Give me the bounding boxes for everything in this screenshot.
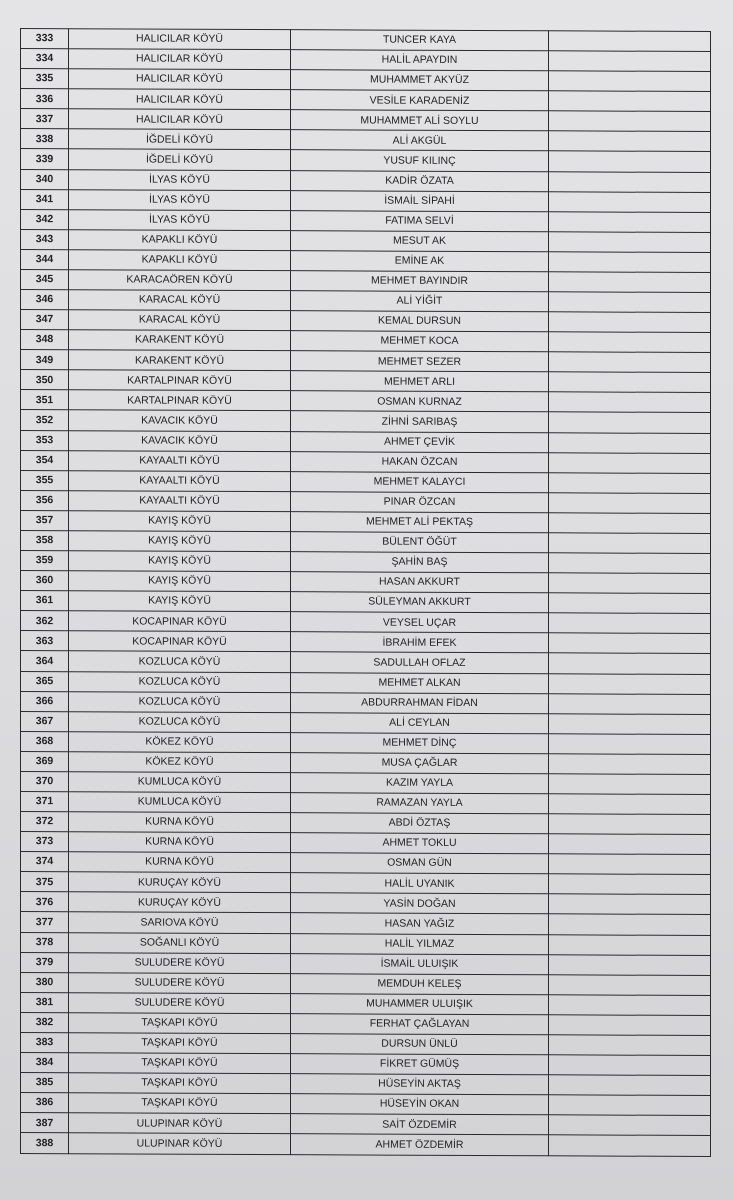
signature-cell xyxy=(549,693,711,714)
signature-cell xyxy=(549,71,711,92)
person-name-cell: HALİL UYANIK xyxy=(291,873,549,894)
signature-cell xyxy=(549,954,711,975)
signature-cell xyxy=(549,232,711,253)
signature-cell xyxy=(549,854,711,875)
signature-cell xyxy=(549,995,711,1016)
village-cell: KOCAPINAR KÖYÜ xyxy=(69,611,291,632)
row-number-cell: 361 xyxy=(21,591,69,611)
row-number-cell: 359 xyxy=(21,551,69,571)
person-name-cell: KEMAL DURSUN xyxy=(291,311,549,332)
village-cell: KAYAALTI KÖYÜ xyxy=(69,470,291,491)
person-name-cell: HASAN YAĞIZ xyxy=(291,913,549,934)
person-name-cell: ABDURRAHMAN FİDAN xyxy=(291,692,549,713)
row-number-cell: 345 xyxy=(21,269,69,289)
row-number-cell: 344 xyxy=(21,249,69,269)
row-number-cell: 362 xyxy=(21,611,69,631)
village-cell: HALICILAR KÖYÜ xyxy=(69,109,291,130)
person-name-cell: MEHMET ALKAN xyxy=(291,672,549,693)
signature-cell xyxy=(549,814,711,835)
person-name-cell: HASAN AKKURT xyxy=(291,572,549,593)
row-number-cell: 374 xyxy=(21,852,69,872)
signature-cell xyxy=(549,794,711,815)
row-number-cell: 379 xyxy=(21,952,69,972)
person-name-cell: DURSUN ÜNLÜ xyxy=(291,1034,549,1055)
person-name-cell: KAZIM YAYLA xyxy=(291,773,549,794)
signature-cell xyxy=(549,533,711,554)
person-name-cell: TUNCER KAYA xyxy=(291,30,549,51)
row-number-cell: 341 xyxy=(21,189,69,209)
person-name-cell: AHMET ÖZDEMİR xyxy=(291,1134,549,1156)
signature-cell xyxy=(549,653,711,674)
signature-cell xyxy=(549,553,711,574)
village-cell: KÖKEZ KÖYÜ xyxy=(69,752,291,773)
person-name-cell: MEHMET ARLI xyxy=(291,371,549,392)
person-name-cell: HÜSEYİN AKTAŞ xyxy=(291,1074,549,1095)
village-cell: KAPAKLI KÖYÜ xyxy=(69,229,291,250)
row-number-cell: 343 xyxy=(21,229,69,249)
person-name-cell: VESİLE KARADENİZ xyxy=(291,90,549,111)
person-name-cell: ZİHNİ SARIBAŞ xyxy=(291,411,549,432)
signature-cell xyxy=(549,91,711,112)
row-number-cell: 333 xyxy=(21,29,69,49)
person-name-cell: OSMAN KURNAZ xyxy=(291,391,549,412)
row-number-cell: 336 xyxy=(21,89,69,109)
signature-cell xyxy=(549,332,711,353)
row-number-cell: 351 xyxy=(21,390,69,410)
signature-cell xyxy=(549,754,711,775)
signature-cell xyxy=(549,734,711,755)
row-number-cell: 378 xyxy=(21,932,69,952)
village-cell: KARACAÖREN KÖYÜ xyxy=(69,270,291,291)
row-number-cell: 349 xyxy=(21,350,69,370)
row-number-cell: 335 xyxy=(21,69,69,89)
row-number-cell: 383 xyxy=(21,1032,69,1052)
signature-cell xyxy=(549,1035,711,1056)
row-number-cell: 355 xyxy=(21,470,69,490)
row-number-cell: 358 xyxy=(21,530,69,550)
village-cell: SULUDERE KÖYÜ xyxy=(69,972,291,993)
row-number-cell: 334 xyxy=(21,49,69,69)
person-name-cell: PINAR ÖZCAN xyxy=(291,491,549,512)
person-name-cell: KADİR ÖZATA xyxy=(291,170,549,191)
person-name-cell: SAİT ÖZDEMİR xyxy=(291,1114,549,1135)
signature-cell xyxy=(549,894,711,915)
village-cell: HALICILAR KÖYÜ xyxy=(69,29,291,50)
signature-cell xyxy=(549,834,711,855)
village-cell: KURNA KÖYÜ xyxy=(69,852,291,873)
village-cell: KAYIŞ KÖYÜ xyxy=(69,531,291,552)
village-cell: SARIOVA KÖYÜ xyxy=(69,912,291,933)
row-number-cell: 372 xyxy=(21,812,69,832)
village-cell: TAŞKAPI KÖYÜ xyxy=(69,1053,291,1074)
village-cell: KAYIŞ KÖYÜ xyxy=(69,511,291,532)
signature-cell xyxy=(549,934,711,955)
signature-cell xyxy=(549,111,711,132)
village-cell: TAŞKAPI KÖYÜ xyxy=(69,1073,291,1094)
village-cell: KARACAL KÖYÜ xyxy=(69,310,291,331)
signature-cell xyxy=(549,1095,711,1116)
signature-cell xyxy=(549,1055,711,1076)
signature-cell xyxy=(549,774,711,795)
village-cell: KAYIŞ KÖYÜ xyxy=(69,571,291,592)
person-name-cell: OSMAN GÜN xyxy=(291,853,549,874)
row-number-cell: 386 xyxy=(21,1093,69,1113)
signature-cell xyxy=(549,633,711,654)
person-name-cell: HALİL YILMAZ xyxy=(291,933,549,954)
signature-cell xyxy=(549,212,711,233)
person-name-cell: VEYSEL UÇAR xyxy=(291,612,549,633)
person-name-cell: YUSUF KILINÇ xyxy=(291,150,549,171)
row-number-cell: 352 xyxy=(21,410,69,430)
village-cell: ULUPINAR KÖYÜ xyxy=(69,1133,291,1155)
signature-cell xyxy=(549,1115,711,1136)
signature-cell xyxy=(549,1135,711,1156)
row-number-cell: 376 xyxy=(21,892,69,912)
signature-cell xyxy=(549,252,711,273)
signature-cell xyxy=(549,432,711,453)
village-cell: TAŞKAPI KÖYÜ xyxy=(69,1013,291,1034)
signature-cell xyxy=(549,131,711,152)
row-number-cell: 380 xyxy=(21,972,69,992)
village-cell: KURNA KÖYÜ xyxy=(69,832,291,853)
person-name-cell: MEHMET KOCA xyxy=(291,331,549,352)
person-name-cell: MEHMET BAYINDIR xyxy=(291,271,549,292)
person-name-cell: AHMET TOKLU xyxy=(291,833,549,854)
row-number-cell: 340 xyxy=(21,169,69,189)
signature-cell xyxy=(549,151,711,172)
row-number-cell: 338 xyxy=(21,129,69,149)
signature-cell xyxy=(549,914,711,935)
person-name-cell: MEHMET SEZER xyxy=(291,351,549,372)
person-name-cell: MESUT AK xyxy=(291,230,549,251)
person-name-cell: BÜLENT ÖĞÜT xyxy=(291,532,549,553)
row-number-cell: 350 xyxy=(21,370,69,390)
row-number-cell: 353 xyxy=(21,430,69,450)
signature-cell xyxy=(549,392,711,413)
row-number-cell: 337 xyxy=(21,109,69,129)
row-number-cell: 366 xyxy=(21,691,69,711)
village-cell: KARAKENT KÖYÜ xyxy=(69,350,291,371)
signature-cell xyxy=(549,372,711,393)
person-name-cell: MUHAMMER ULUIŞIK xyxy=(291,993,549,1014)
person-name-cell: İSMAİL SİPAHİ xyxy=(291,190,549,211)
signature-cell xyxy=(549,51,711,72)
row-number-cell: 348 xyxy=(21,330,69,350)
person-name-cell: MUHAMMET ALİ SOYLU xyxy=(291,110,549,131)
row-number-cell: 368 xyxy=(21,731,69,751)
person-name-cell: ALİ CEYLAN xyxy=(291,712,549,733)
person-name-cell: MEMDUH KELEŞ xyxy=(291,973,549,994)
row-number-cell: 382 xyxy=(21,1012,69,1032)
signature-cell xyxy=(549,1015,711,1036)
person-name-cell: SADULLAH OFLAZ xyxy=(291,652,549,673)
village-cell: HALICILAR KÖYÜ xyxy=(69,89,291,110)
village-cell: KAYAALTI KÖYÜ xyxy=(69,450,291,471)
person-name-cell: FERHAT ÇAĞLAYAN xyxy=(291,1014,549,1035)
person-name-cell: YASİN DOĞAN xyxy=(291,893,549,914)
signature-cell xyxy=(549,31,711,52)
village-cell: KOZLUCA KÖYÜ xyxy=(69,691,291,712)
list-table-wrapper xyxy=(20,28,710,1157)
village-cell: SULUDERE KÖYÜ xyxy=(69,952,291,973)
row-number-cell: 360 xyxy=(21,571,69,591)
person-name-cell: FATIMA SELVİ xyxy=(291,210,549,231)
person-name-cell: İBRAHİM EFEK xyxy=(291,632,549,653)
row-number-cell: 385 xyxy=(21,1073,69,1093)
person-name-cell: SÜLEYMAN AKKURT xyxy=(291,592,549,613)
row-number-cell: 388 xyxy=(21,1133,69,1154)
village-cell: KOZLUCA KÖYÜ xyxy=(69,651,291,672)
row-number-cell: 370 xyxy=(21,771,69,791)
village-cell: İLYAS KÖYÜ xyxy=(69,169,291,190)
row-number-cell: 339 xyxy=(21,149,69,169)
row-number-cell: 347 xyxy=(21,310,69,330)
row-number-cell: 375 xyxy=(21,872,69,892)
table-body xyxy=(21,29,711,1157)
person-name-cell: MUSA ÇAĞLAR xyxy=(291,752,549,773)
row-number-cell: 381 xyxy=(21,992,69,1012)
village-cell: KURUÇAY KÖYÜ xyxy=(69,892,291,913)
signature-cell xyxy=(549,171,711,192)
village-cell: KAYIŞ KÖYÜ xyxy=(69,591,291,612)
village-cell: İLYAS KÖYÜ xyxy=(69,209,291,230)
row-number-cell: 384 xyxy=(21,1052,69,1072)
person-name-cell: MEHMET ALİ PEKTAŞ xyxy=(291,512,549,533)
village-cell: KAVACIK KÖYÜ xyxy=(69,410,291,431)
village-cell: KUMLUCA KÖYÜ xyxy=(69,792,291,813)
village-cell: İĞDELİ KÖYÜ xyxy=(69,129,291,150)
village-cell: KOCAPINAR KÖYÜ xyxy=(69,631,291,652)
signature-cell xyxy=(549,1075,711,1096)
village-cell: İĞDELİ KÖYÜ xyxy=(69,149,291,170)
village-cell: ULUPINAR KÖYÜ xyxy=(69,1113,291,1134)
signature-cell xyxy=(549,191,711,212)
village-cell: KURNA KÖYÜ xyxy=(69,812,291,833)
village-cell: SULUDERE KÖYÜ xyxy=(69,992,291,1013)
village-cell: KAVACIK KÖYÜ xyxy=(69,430,291,451)
signature-cell xyxy=(549,974,711,995)
village-cell: KURUÇAY KÖYÜ xyxy=(69,872,291,893)
signature-cell xyxy=(549,272,711,293)
person-name-cell: AHMET ÇEVİK xyxy=(291,431,549,452)
row-number-cell: 364 xyxy=(21,651,69,671)
row-number-cell: 363 xyxy=(21,631,69,651)
signature-cell xyxy=(549,473,711,494)
person-name-cell: MUHAMMET AKYÜZ xyxy=(291,70,549,91)
person-name-cell: HÜSEYİN OKAN xyxy=(291,1094,549,1115)
village-cell: KAPAKLI KÖYÜ xyxy=(69,250,291,271)
village-cell: TAŞKAPI KÖYÜ xyxy=(69,1033,291,1054)
village-cell: KAYIŞ KÖYÜ xyxy=(69,551,291,572)
signature-cell xyxy=(549,713,711,734)
person-name-cell: MEHMET KALAYCI xyxy=(291,471,549,492)
row-number-cell: 367 xyxy=(21,711,69,731)
signature-cell xyxy=(549,573,711,594)
signature-cell xyxy=(549,613,711,634)
village-cell: KARAKENT KÖYÜ xyxy=(69,330,291,351)
person-name-cell: MEHMET DİNÇ xyxy=(291,732,549,753)
person-name-cell: İSMAİL ULUIŞIK xyxy=(291,953,549,974)
row-number-cell: 369 xyxy=(21,751,69,771)
signature-cell xyxy=(549,412,711,433)
village-cell: HALICILAR KÖYÜ xyxy=(69,49,291,70)
signature-cell xyxy=(549,673,711,694)
person-name-cell: RAMAZAN YAYLA xyxy=(291,793,549,814)
row-number-cell: 365 xyxy=(21,671,69,691)
village-cell: KUMLUCA KÖYÜ xyxy=(69,772,291,793)
village-cell: HALICILAR KÖYÜ xyxy=(69,69,291,90)
village-cell: TAŞKAPI KÖYÜ xyxy=(69,1093,291,1114)
row-number-cell: 354 xyxy=(21,450,69,470)
signature-cell xyxy=(549,513,711,534)
person-name-cell: ŞAHİN BAŞ xyxy=(291,552,549,573)
village-cell: İLYAS KÖYÜ xyxy=(69,189,291,210)
signature-cell xyxy=(549,874,711,895)
signature-cell xyxy=(549,352,711,373)
signature-cell xyxy=(549,292,711,313)
signature-cell xyxy=(549,312,711,333)
village-cell: KOZLUCA KÖYÜ xyxy=(69,671,291,692)
row-number-cell: 356 xyxy=(21,490,69,510)
village-cell: KARTALPINAR KÖYÜ xyxy=(69,390,291,411)
person-name-cell: FİKRET GÜMÜŞ xyxy=(291,1054,549,1075)
village-cell: KARTALPINAR KÖYÜ xyxy=(69,370,291,391)
person-name-cell: ALİ AKGÜL xyxy=(291,130,549,151)
table-row xyxy=(21,1133,711,1157)
signature-cell xyxy=(549,493,711,514)
row-number-cell: 342 xyxy=(21,209,69,229)
signature-cell xyxy=(549,593,711,614)
person-name-cell: HALİL APAYDIN xyxy=(291,50,549,71)
person-name-cell: ABDİ ÖZTAŞ xyxy=(291,813,549,834)
row-number-cell: 371 xyxy=(21,791,69,811)
row-number-cell: 377 xyxy=(21,912,69,932)
row-number-cell: 373 xyxy=(21,832,69,852)
village-cell: KAYAALTI KÖYÜ xyxy=(69,491,291,512)
signature-cell xyxy=(549,452,711,473)
village-cell: KÖKEZ KÖYÜ xyxy=(69,731,291,752)
row-number-cell: 387 xyxy=(21,1113,69,1133)
village-cell: KOZLUCA KÖYÜ xyxy=(69,711,291,732)
row-number-cell: 346 xyxy=(21,290,69,310)
person-name-cell: ALİ YİĞİT xyxy=(291,291,549,312)
village-cell: SOĞANLI KÖYÜ xyxy=(69,932,291,953)
person-name-cell: HAKAN ÖZCAN xyxy=(291,451,549,472)
village-cell: KARACAL KÖYÜ xyxy=(69,290,291,311)
person-name-cell: EMİNE AK xyxy=(291,251,549,272)
row-number-cell: 357 xyxy=(21,510,69,530)
name-list-table xyxy=(20,28,711,1157)
